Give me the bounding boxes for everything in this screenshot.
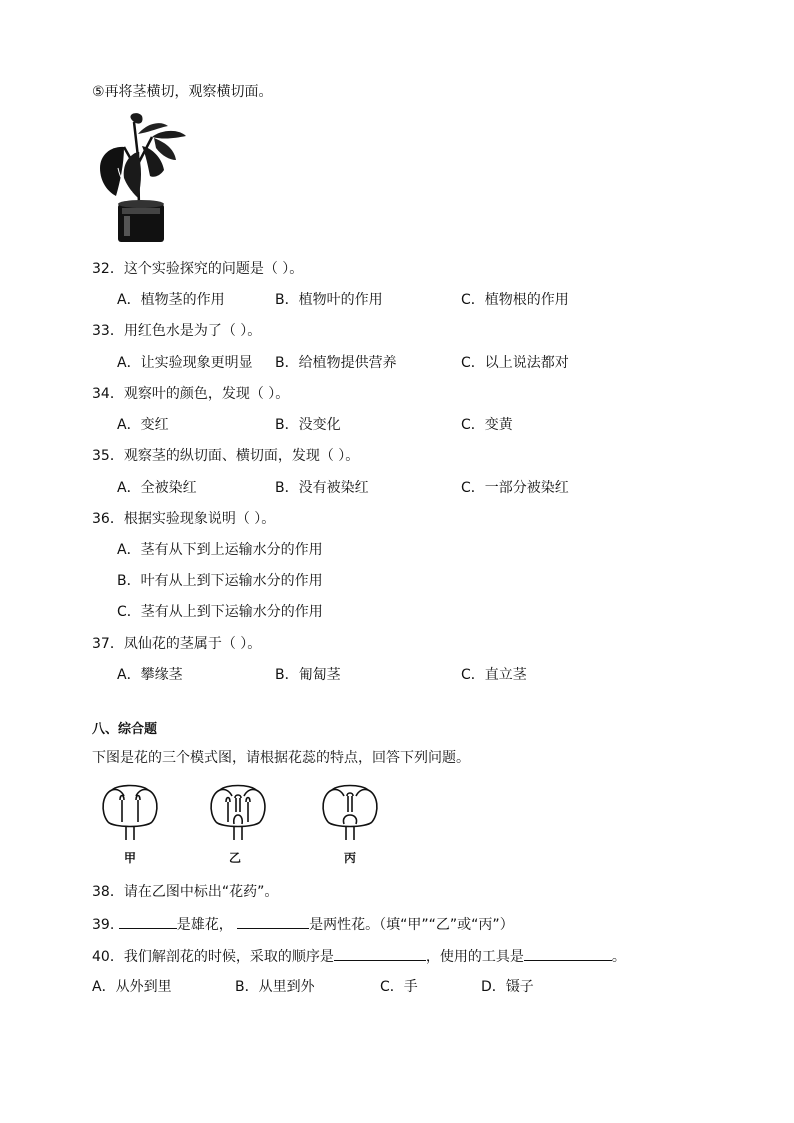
question-38: 38．请在乙图中标出“花药”。 [92, 884, 279, 900]
option-a: A．变红 [117, 417, 169, 433]
flower-diagram-bing [318, 782, 382, 844]
q40-option-b: B．从里到外 [235, 979, 315, 995]
answer-blank[interactable] [334, 946, 426, 961]
question-text: ，使用的工具是 [425, 949, 524, 965]
option-c: C．茎有从上到下运输水分的作用 [117, 604, 323, 620]
question-text: 40．我们解剖花的时候，采取的顺序是 [92, 949, 334, 965]
option-a: A．茎有从下到上运输水分的作用 [117, 542, 323, 558]
q40-option-c: C．手 [380, 979, 418, 995]
option-b: B．匍匐茎 [275, 667, 341, 683]
question-stem: 36．根据实验现象说明（ ）。 [92, 511, 276, 527]
q40-option-d: D．镊子 [481, 979, 534, 995]
answer-blank[interactable] [237, 914, 309, 929]
option-b: B．给植物提供营养 [275, 355, 397, 371]
option-c: C．直立茎 [461, 667, 527, 683]
option-b: B．叶有从上到下运输水分的作用 [117, 573, 323, 589]
question-text: 是两性花。（填“甲”“乙”或“丙”） [309, 917, 514, 933]
flower-diagram-yi [206, 782, 270, 844]
question-40 [92, 946, 626, 966]
question-stem: 32．这个实验探究的问题是（ ）。 [92, 261, 304, 277]
option-c: C．变黄 [461, 417, 513, 433]
question-text: 。 [611, 949, 626, 965]
figure-label-bing: 丙 [344, 851, 357, 865]
question-39 [92, 914, 514, 934]
section-intro: 下图是花的三个模式图，请根据花蕊的特点，回答下列问题。 [92, 750, 470, 766]
question-text: 是雄花， [176, 917, 233, 933]
q40-option-a: A．从外到里 [92, 979, 172, 995]
question-stem: 33．用红色水是为了（ ）。 [92, 323, 262, 339]
option-c: C．以上说法都对 [461, 355, 569, 371]
option-a: A．植物茎的作用 [117, 292, 225, 308]
question-stem: 34．观察叶的颜色，发现（ ）。 [92, 386, 290, 402]
question-stem: 35．观察茎的纵切面、横切面，发现（ ）。 [92, 448, 360, 464]
option-b: B．没变化 [275, 417, 341, 433]
option-b: B．没有被染红 [275, 480, 369, 496]
option-c: C．植物根的作用 [461, 292, 569, 308]
question-number: 39. [92, 917, 115, 933]
option-c: C．一部分被染红 [461, 480, 569, 496]
question-stem: 37．凤仙花的茎属于（ ）。 [92, 636, 262, 652]
potted-plant-image [94, 112, 194, 246]
option-a: A．让实验现象更明显 [117, 355, 253, 371]
option-a: A．攀缘茎 [117, 667, 183, 683]
step-5-text: ⑤再将茎横切，观察横切面。 [92, 84, 273, 100]
option-a: A．全被染红 [117, 480, 197, 496]
answer-blank[interactable] [524, 946, 612, 961]
section-title: 八、综合题 [92, 722, 158, 737]
option-b: B．植物叶的作用 [275, 292, 383, 308]
figure-label-jia: 甲 [124, 851, 137, 865]
answer-blank[interactable] [119, 914, 177, 929]
figure-label-yi: 乙 [229, 851, 242, 865]
flower-diagram-jia [98, 782, 162, 844]
